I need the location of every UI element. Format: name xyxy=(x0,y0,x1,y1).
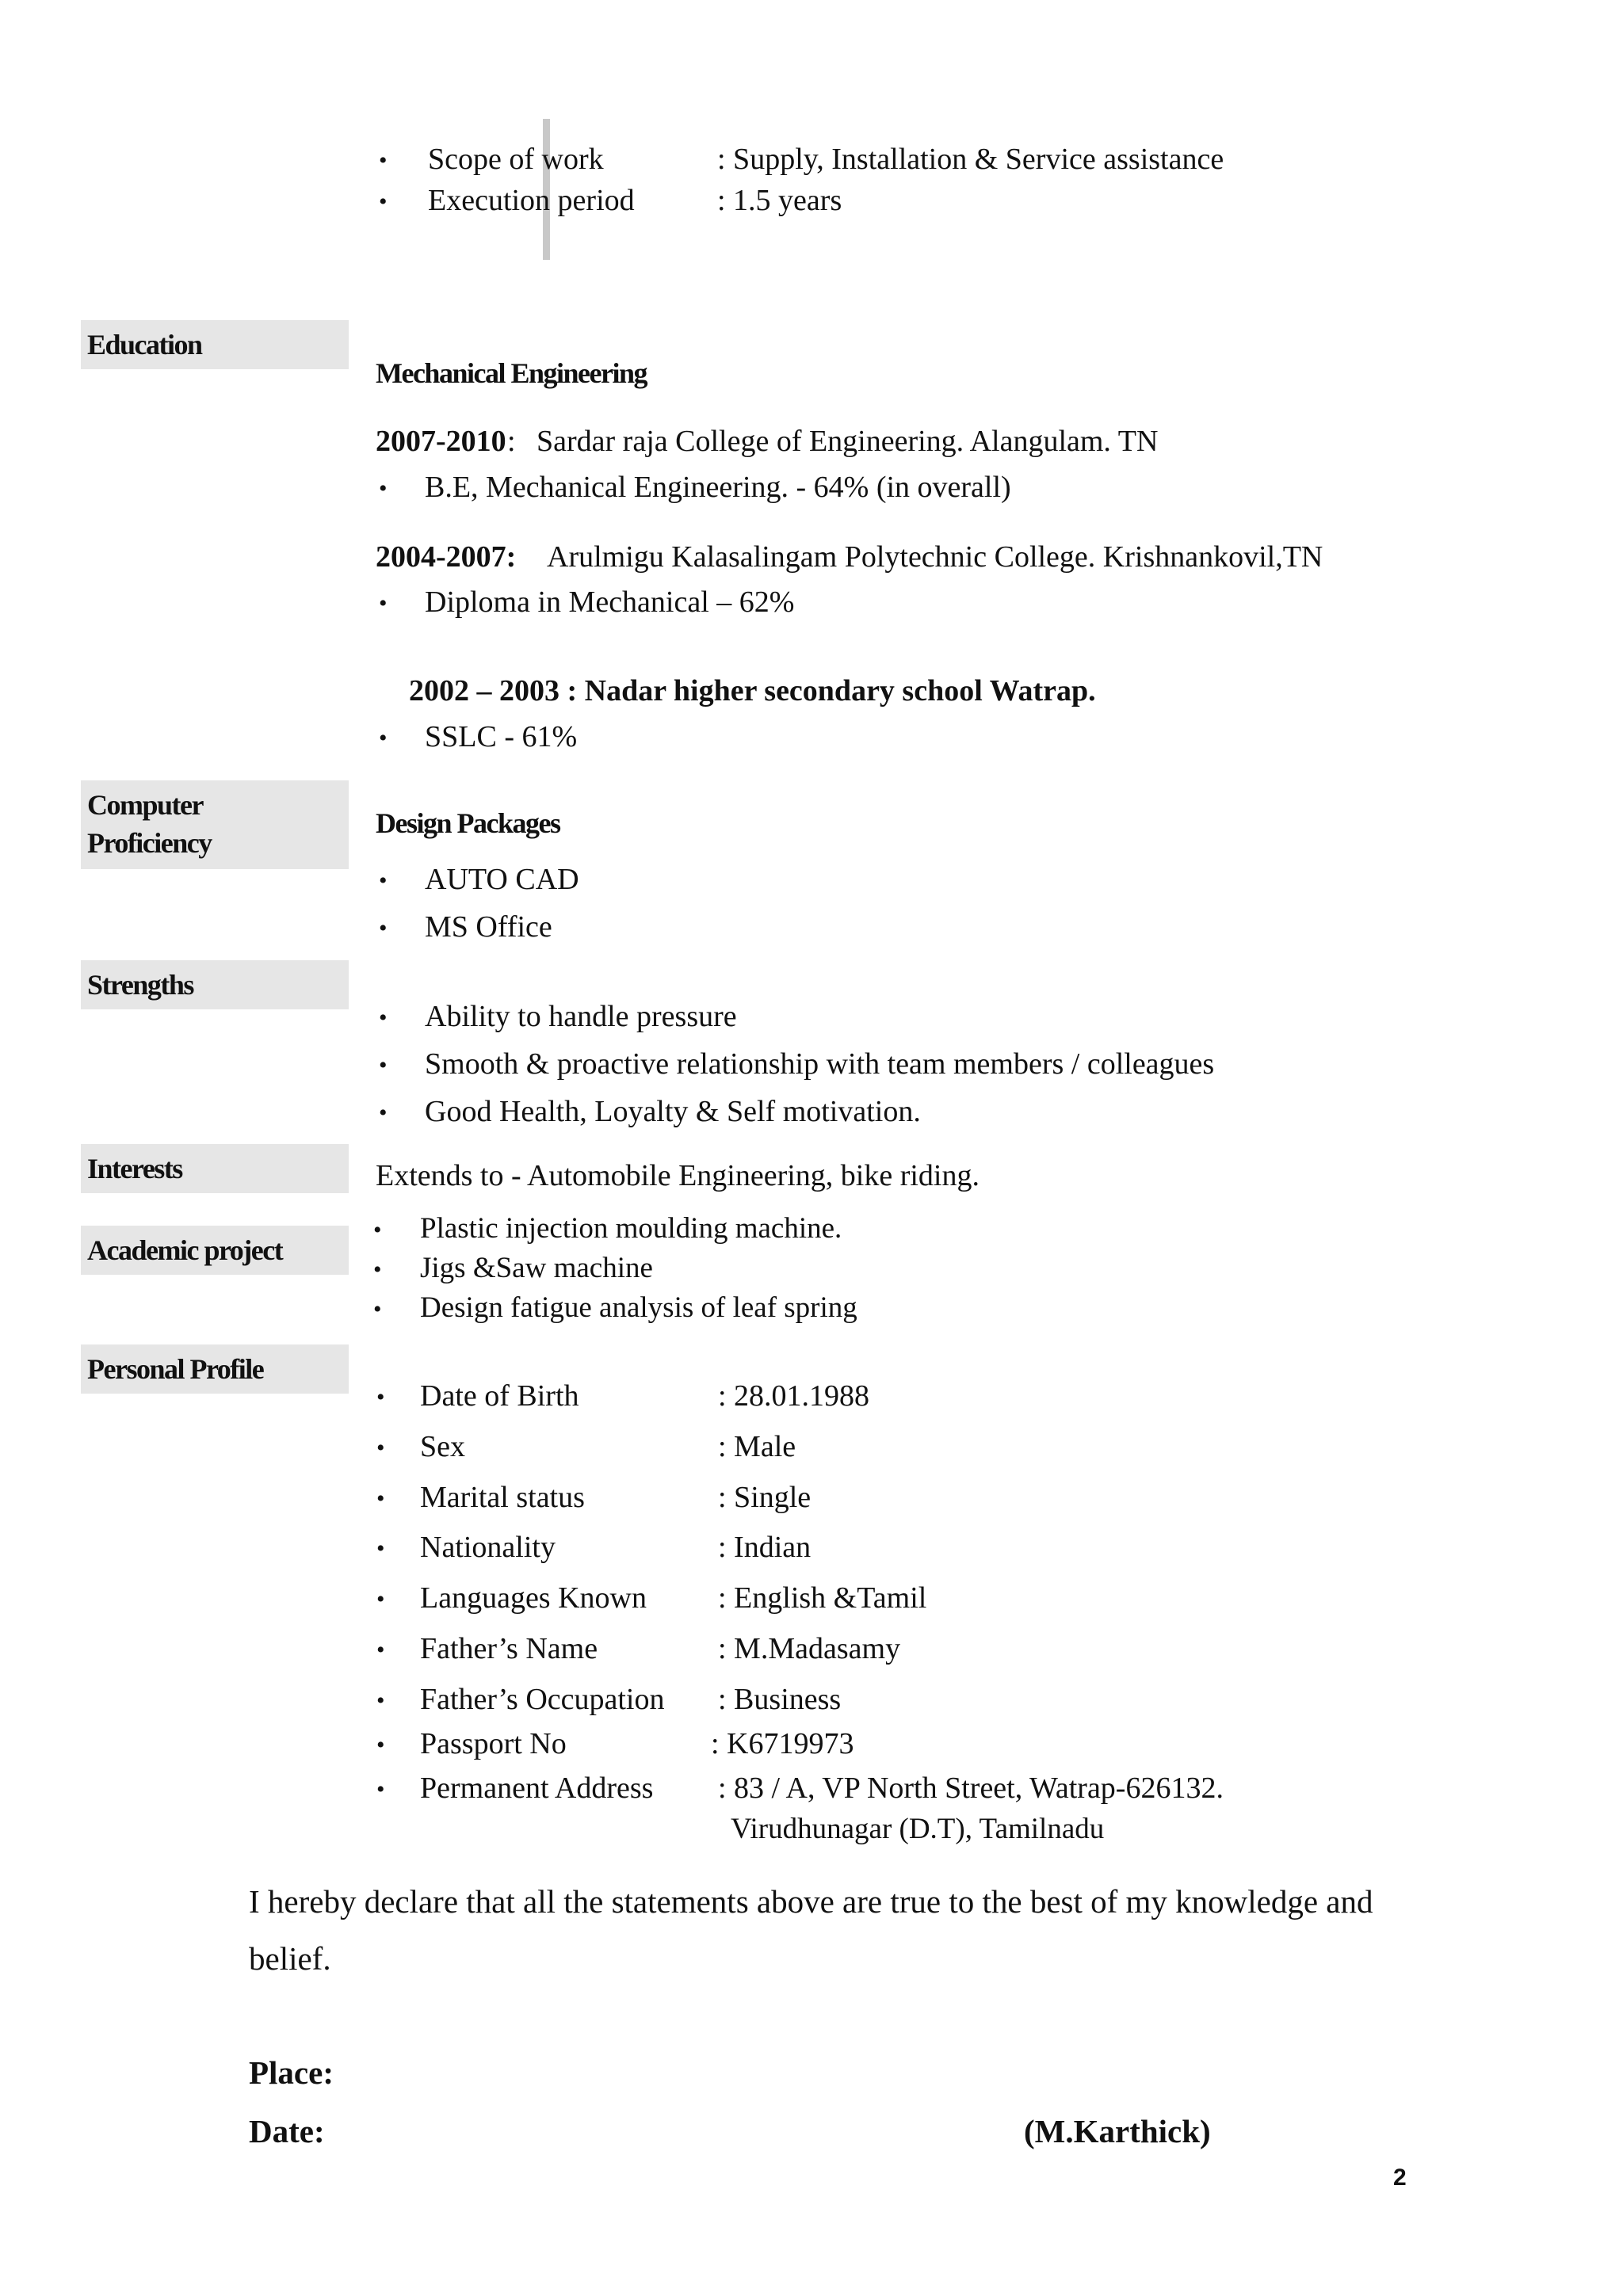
edu-detail-3: SSLC - 61% xyxy=(425,720,578,753)
section-label-text: Proficiency xyxy=(87,827,212,859)
profile-value: : Male xyxy=(718,1430,796,1463)
section-label-education xyxy=(81,320,349,369)
section-label-text: Education xyxy=(87,329,202,360)
profile-label: Sex xyxy=(420,1430,465,1463)
profile-label: Father’s Name xyxy=(420,1632,598,1665)
bullet: • xyxy=(373,1296,382,1322)
project-item: Plastic injection moulding machine. xyxy=(420,1212,842,1245)
date-label: Date: xyxy=(249,2113,325,2149)
edu-years-3: 2002 – 2003 : Nadar higher secondary school Watrap. xyxy=(409,674,1096,707)
edu-sep-1: : xyxy=(507,425,516,458)
bullet: • xyxy=(379,189,388,215)
edu-years-1: 2007-2010 xyxy=(376,425,506,458)
profile-value-continued: Virudhunagar (D.T), Tamilnadu xyxy=(731,1813,1105,1845)
bullet: • xyxy=(376,1435,385,1461)
profile-label: Permanent Address xyxy=(420,1772,654,1805)
edu-institution-1: Sardar raja College of Engineering. Alangulam. TN xyxy=(537,425,1159,458)
declaration-line-2: belief. xyxy=(249,1940,331,1977)
profile-label: Passport No xyxy=(420,1727,567,1760)
bullet: • xyxy=(379,590,388,616)
bullet: • xyxy=(376,1535,385,1562)
execution-label: Execution period xyxy=(428,184,635,217)
project-item: Jigs &Saw machine xyxy=(420,1252,653,1284)
section-label-text: Academic project xyxy=(87,1234,283,1266)
section-label-interests xyxy=(81,1144,349,1193)
computer-item: MS Office xyxy=(425,910,552,944)
section-label-academic-project xyxy=(81,1226,349,1275)
profile-value: : 28.01.1988 xyxy=(718,1379,870,1413)
interests-text: Extends to - Automobile Engineering, bike riding. xyxy=(376,1159,980,1192)
section-label-text: Interests xyxy=(87,1153,182,1184)
strength-item: Ability to handle pressure xyxy=(425,1000,737,1033)
profile-label: Nationality xyxy=(420,1531,556,1564)
profile-value: : English &Tamil xyxy=(718,1581,927,1615)
section-label-text: Computer xyxy=(87,789,203,821)
section-label-computer-proficiency xyxy=(81,780,349,869)
declaration-line-1: I hereby declare that all the statements above are true to the best of my knowledge and xyxy=(249,1883,1373,1920)
strength-item: Smooth & proactive relationship with team members / colleagues xyxy=(425,1047,1215,1081)
bullet: • xyxy=(379,725,388,751)
bullet: • xyxy=(373,1217,382,1243)
bullet: • xyxy=(379,1100,388,1126)
bullet: • xyxy=(376,1776,385,1802)
bullet: • xyxy=(379,147,388,174)
edu-detail-1: B.E, Mechanical Engineering. - 64% (in overall) xyxy=(425,471,1011,504)
profile-value: : K6719973 xyxy=(711,1727,854,1760)
section-label-text: Personal Profile xyxy=(87,1353,264,1385)
bullet: • xyxy=(376,1688,385,1714)
profile-value: : 83 / A, VP North Street, Watrap-626132. xyxy=(718,1772,1224,1805)
bullet: • xyxy=(376,1732,385,1758)
bullet: • xyxy=(376,1486,385,1512)
section-label-strengths xyxy=(81,960,349,1009)
profile-label: Languages Known xyxy=(420,1581,647,1615)
profile-label: Marital status xyxy=(420,1481,585,1514)
profile-label: Father’s Occupation xyxy=(420,1683,665,1716)
execution-value: : 1.5 years xyxy=(717,184,842,217)
scope-label: Scope of work xyxy=(428,143,604,176)
bullet: • xyxy=(379,475,388,502)
profile-label: Date of Birth xyxy=(420,1379,579,1413)
profile-value: : Business xyxy=(718,1683,842,1716)
strength-item: Good Health, Loyalty & Self motivation. xyxy=(425,1095,921,1128)
bullet: • xyxy=(379,868,388,894)
profile-value: : M.Madasamy xyxy=(718,1632,901,1665)
bullet: • xyxy=(379,915,388,941)
bullet: • xyxy=(376,1384,385,1410)
education-heading: Mechanical Engineering xyxy=(376,357,647,389)
scope-value: : Supply, Installation & Service assistance xyxy=(717,143,1224,176)
page-number: 2 xyxy=(1393,2164,1407,2191)
bullet: • xyxy=(376,1637,385,1663)
place-label: Place: xyxy=(249,2054,334,2091)
section-label-text: Strengths xyxy=(87,969,193,1001)
section-label-personal-profile xyxy=(81,1344,349,1394)
project-item: Design fatigue analysis of leaf spring xyxy=(420,1291,857,1324)
computer-item: AUTO CAD xyxy=(425,863,579,896)
profile-value: : Single xyxy=(718,1481,812,1514)
edu-institution-2: Arulmigu Kalasalingam Polytechnic College. Krishnankovil,TN xyxy=(547,540,1323,574)
signatory-name: (M.Karthick) xyxy=(1024,2113,1211,2149)
edu-years-2: 2004-2007: xyxy=(376,540,517,574)
bullet: • xyxy=(379,1005,388,1031)
bullet: • xyxy=(379,1052,388,1078)
bullet: • xyxy=(376,1586,385,1612)
bullet: • xyxy=(373,1257,382,1283)
computer-heading: Design Packages xyxy=(376,807,560,839)
profile-value: : Indian xyxy=(718,1531,812,1564)
edu-detail-2: Diploma in Mechanical – 62% xyxy=(425,585,795,619)
